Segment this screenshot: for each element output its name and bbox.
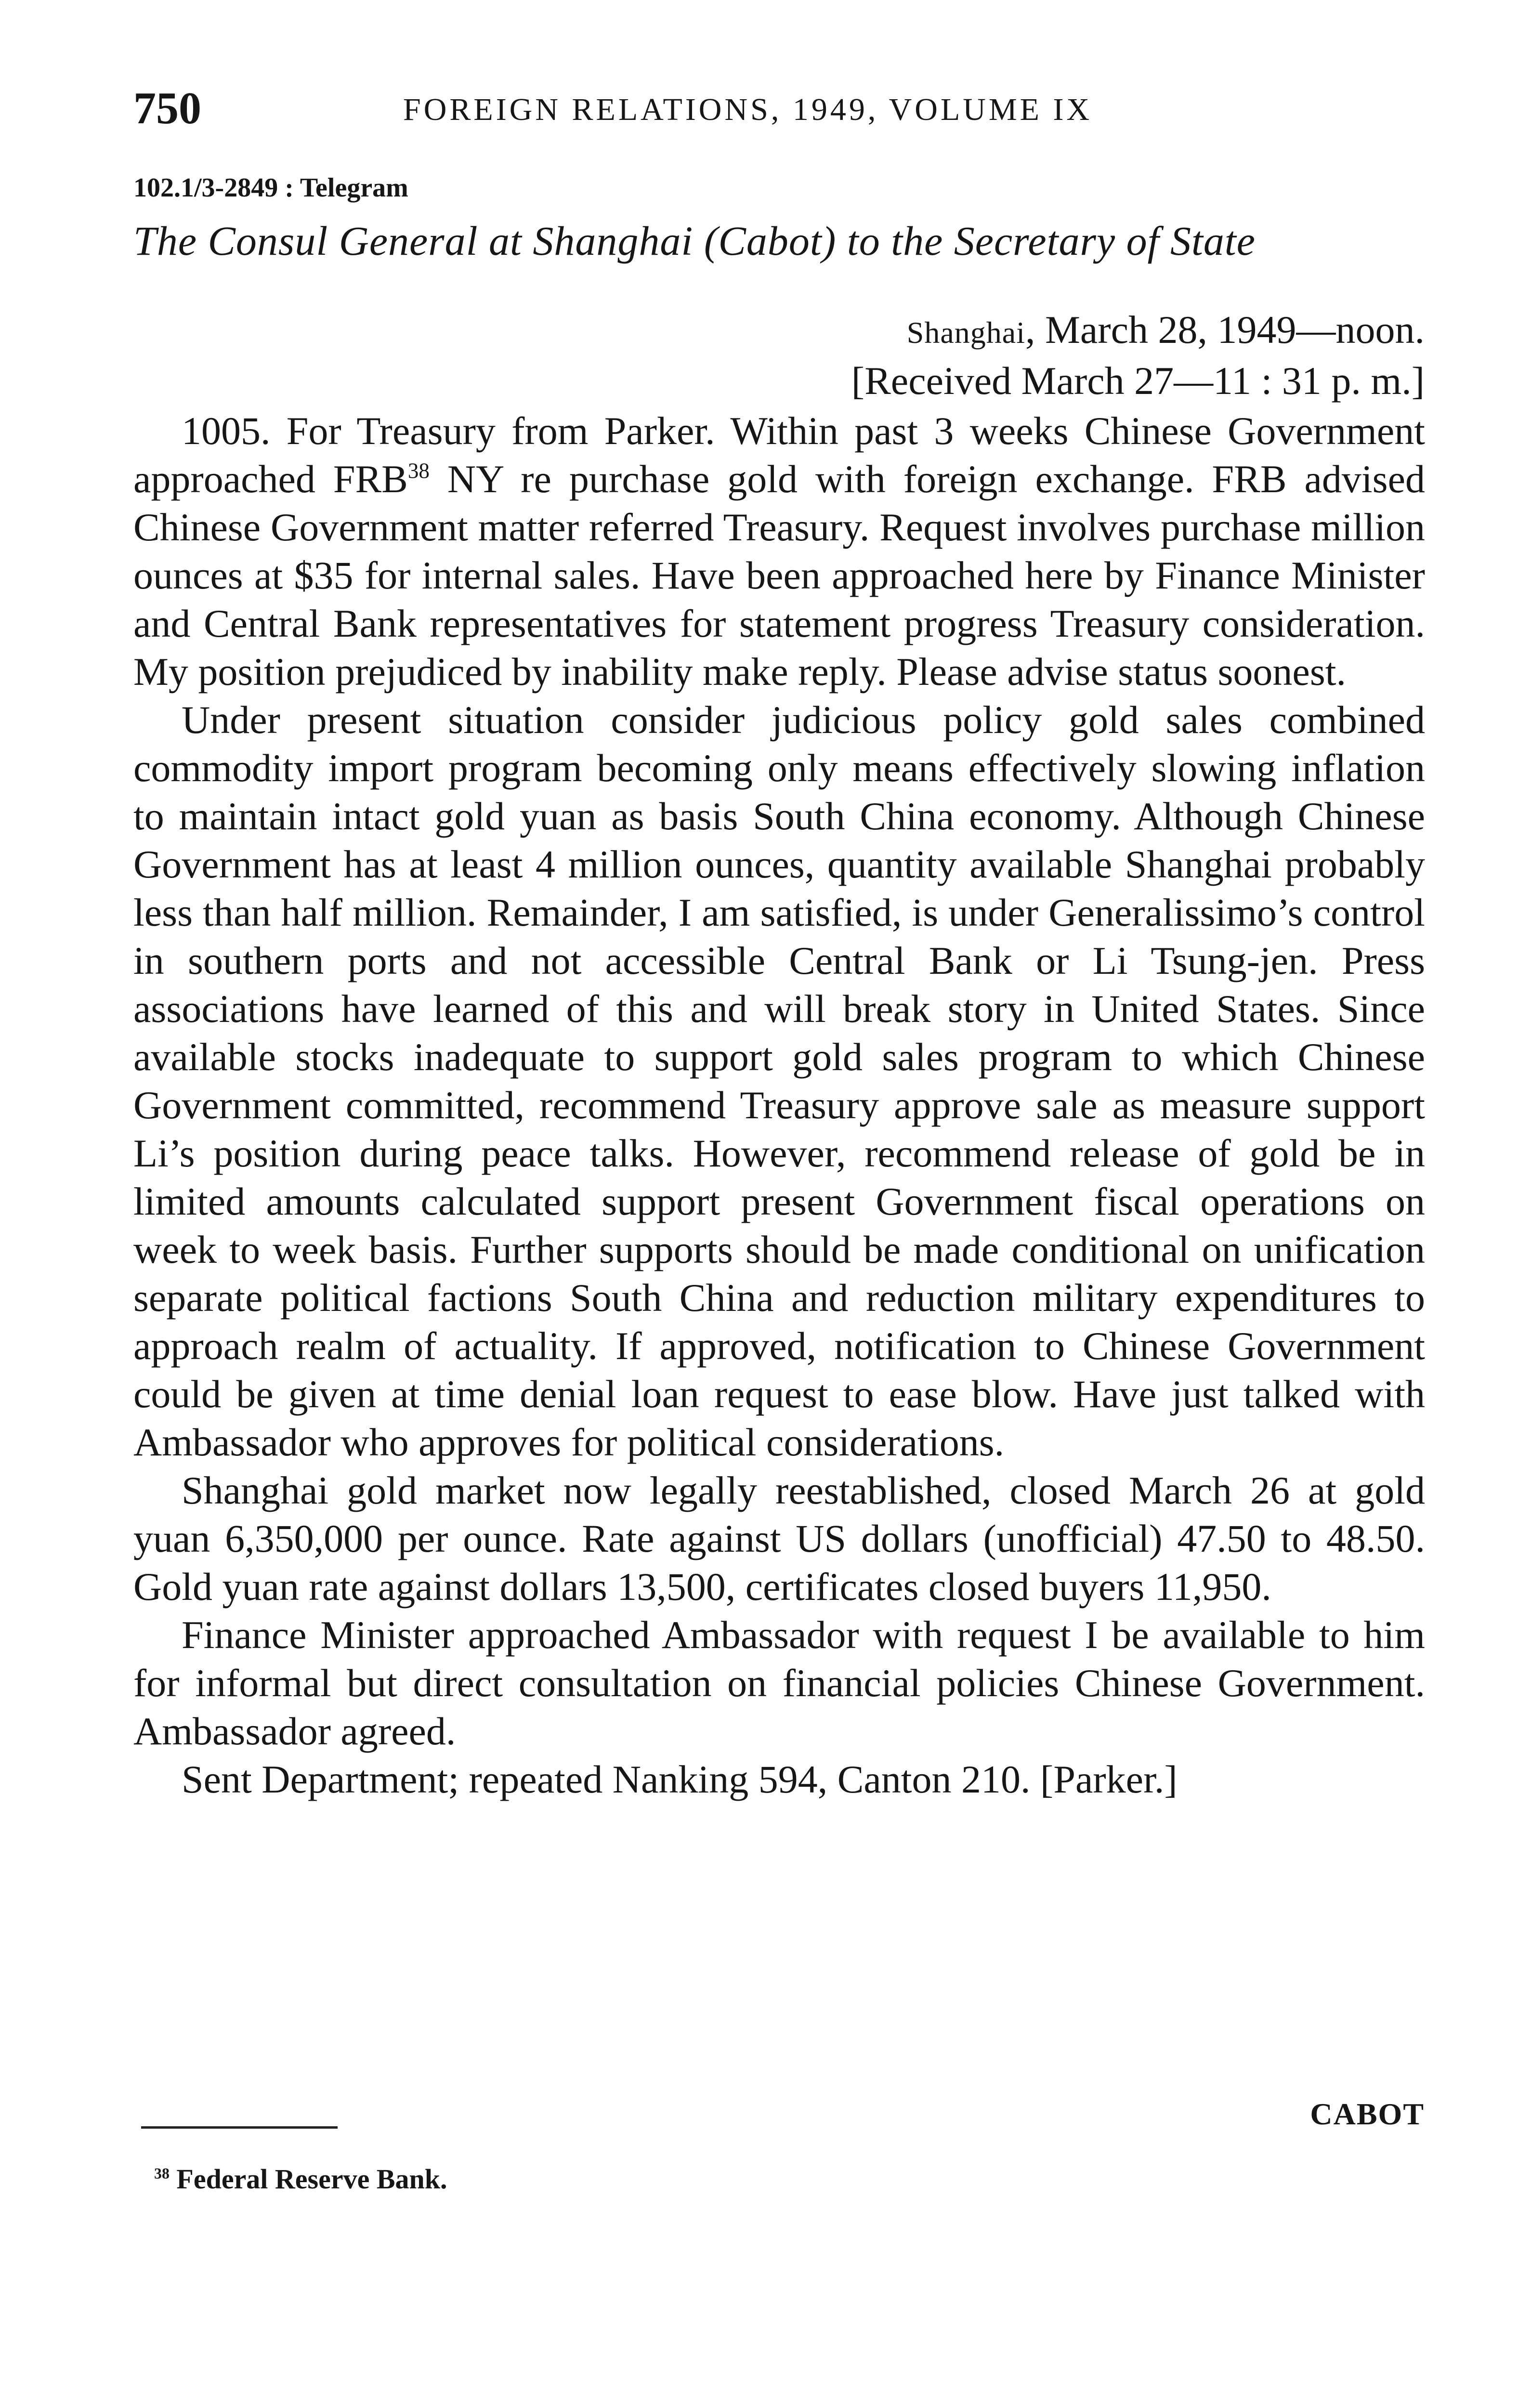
signature: CABOT <box>1310 2097 1425 2131</box>
dateline-date: , March 28, 1949—noon. <box>1025 308 1425 352</box>
document-title: The Consul General at Shanghai (Cabot) to the Secretary of State <box>133 218 1256 264</box>
page-number: 750 <box>133 83 201 133</box>
paragraph: Shanghai gold market now legally reestablished, closed March 26 at gold yuan 6,350,000 per ounce. Rate against US dollars (unofficial) 47.50 to 48.50. Gold yuan rate against dollars 13,500, certificates closed buyers 11,950. <box>133 1468 1425 1609</box>
paragraph <box>133 407 1425 696</box>
footnote-reference: 38 <box>407 458 430 483</box>
footnote-marker: 38 <box>154 2165 170 2182</box>
dateline-place: Shanghai <box>906 315 1025 350</box>
page-header <box>133 72 1424 144</box>
paragraph: Finance Minister approached Ambassador with request I be available to him for informal but direct consultation on financial policies Chinese Government. Ambassador agreed. <box>133 1613 1425 1753</box>
telegram-body <box>133 407 1425 1804</box>
running-head: FOREIGN RELATIONS, 1949, VOLUME IX <box>403 92 1093 127</box>
footnote <box>154 2155 447 2203</box>
dateline-place-date <box>851 306 1425 357</box>
paragraph-text: 1005. For Treasury from Parker. Within past 3 weeks Chinese Government approached FRB <box>133 409 1425 501</box>
footnote-text: Federal Reserve Bank. <box>176 2163 447 2195</box>
paragraph: Sent Department; repeated Nanking 594, Canton 210. [Parker.] <box>182 1757 1178 1801</box>
paragraph: Under present situation consider judicious policy gold sales combined commodity import program becoming only means effectively slowing inflation to maintain intact gold yuan as basis South China economy. Although Chinese Government has at least 4 million ounces, quantity available Shanghai probably less than half million. Remainder, I am satisfied, is under Generalissimo’s control in southern ports and not accessible Central Bank or Li Tsung-jen. Press associations have learned of this and will break story in United States. Since available stocks inadequate to support gold sales program to which Chinese Government committed, recommend Treasury approve sale as measure support Li’s position during peace talks. However, recommend release of gold be in limited amounts calculated support present Government fiscal operations on week to week basis. Further supports should be made conditional on unification separate political factions South China and reduction military expenditures to approach realm of actuality. If approved, notification to Chinese Government could be given at time denial loan request to ease blow. Have just talked with Ambassador who approves for political considerations. <box>133 698 1425 1464</box>
dateline <box>851 306 1425 405</box>
paragraph-text: NY re purchase gold with foreign exchange. FRB advised Chinese Government matter referred Treasury. Request involves purchase million ounces at $35 for internal sales. Have been approached here by Finance Minister and Central Bank representatives for statement progress Treasury consideration. My position prejudiced by inability make reply. Please advise status soonest. <box>133 457 1425 694</box>
dateline-received: [Received March 27—11 : 31 p. m.] <box>851 359 1425 403</box>
footnote-divider <box>141 2126 338 2129</box>
document-identifier: 102.1/3-2849 : Telegram <box>133 173 408 203</box>
